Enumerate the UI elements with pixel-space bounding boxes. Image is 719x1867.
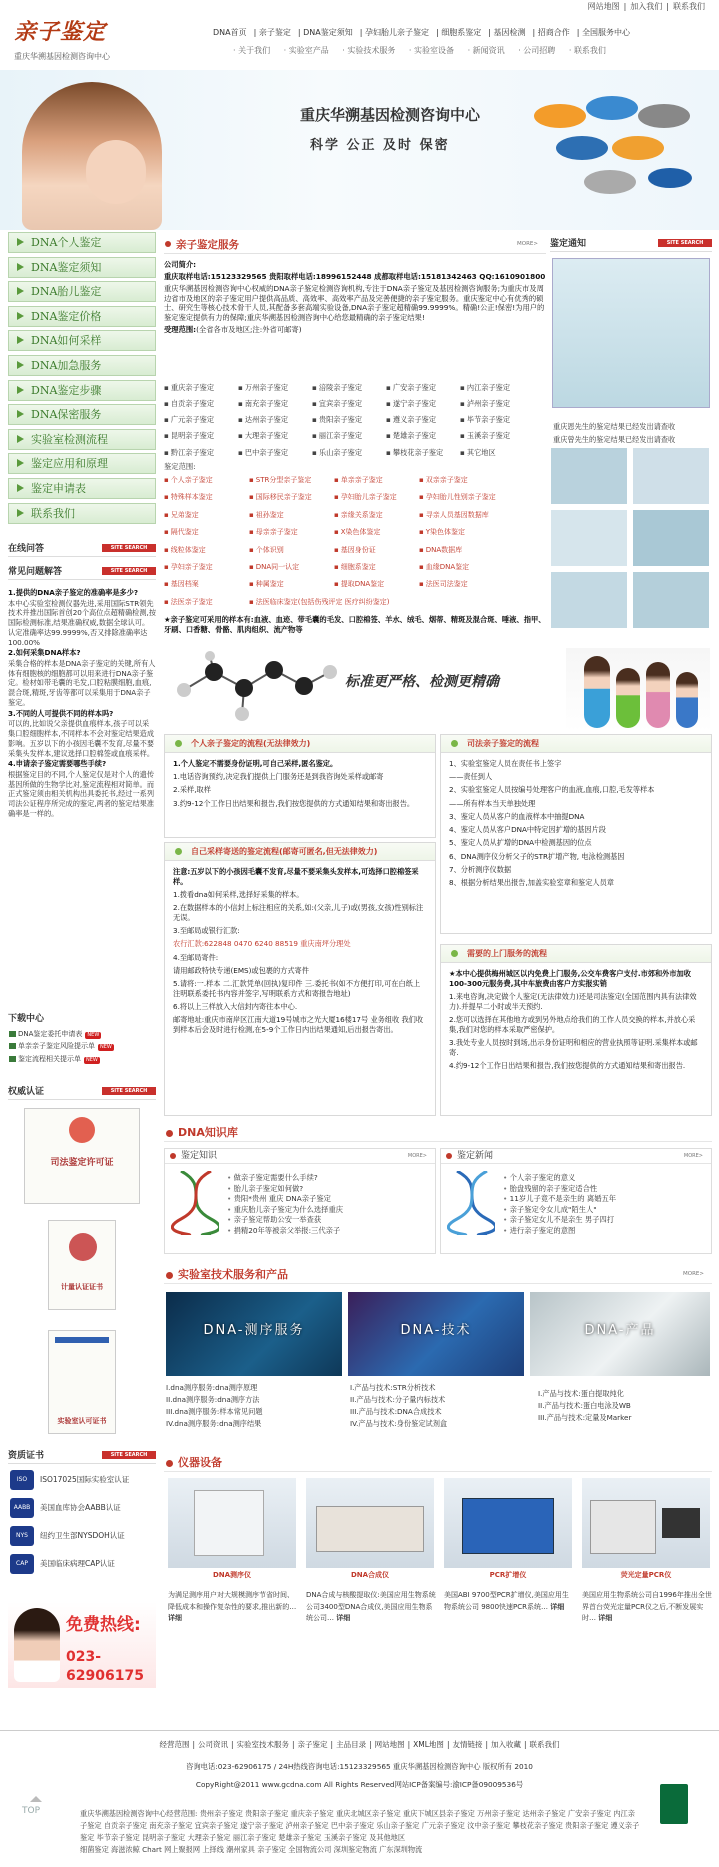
dna-helix-icon xyxy=(171,1171,219,1235)
equipment-desc: 美国应用生物系统公司自1996年推出全世界首台荧光定量PCR仪之后,不断发展实时… 详细 xyxy=(582,1591,712,1622)
tech-list-products xyxy=(538,1388,631,1424)
city-link[interactable]: ▪ 内江亲子鉴定 xyxy=(460,383,534,393)
cert-image-lab[interactable]: 实验室认可证书 xyxy=(48,1330,116,1434)
equipment-caption: PCR扩增仪 xyxy=(489,1571,527,1579)
tech-card-technology[interactable]: DNA-技术 xyxy=(348,1292,524,1376)
scope-link[interactable]: ▪ 法医亲子鉴定 xyxy=(164,598,249,607)
scope-link[interactable]: ▪ Y染色体鉴定 xyxy=(419,528,504,537)
tech-link[interactable]: II.dna测序服务:dna测序方法 xyxy=(166,1395,260,1404)
faq-title: 常见问题解答 xyxy=(8,567,63,577)
cert-title: 权威认证 xyxy=(8,1087,45,1097)
tech-link[interactable]: IV.dna测序服务:dna测序结果 xyxy=(166,1419,262,1428)
footer-nav-link[interactable]: 加入收藏 xyxy=(491,1740,521,1749)
iso-icon: ISO xyxy=(10,1470,34,1490)
faq-answer: 采集合格的样本是DNA亲子鉴定的关键,所有人体有细胞核的细胞都可以用来进行DNA亲子鉴定。检材如带毛囊的毛发,口腔粘膜细胞,血痕,混合斑,精斑,牙齿等都可以采集用于DNA亲子鉴定。 xyxy=(8,659,156,707)
city-link[interactable]: ▪ 黔江亲子鉴定 xyxy=(164,448,238,458)
city-link[interactable]: ▪ 涪陵亲子鉴定 xyxy=(312,383,386,393)
footer-logo-icon xyxy=(660,1784,688,1824)
scope-link[interactable]: ▪ DNA数据库 xyxy=(419,546,504,555)
qual-item[interactable]: AABB 美国血库协会AABB认证 xyxy=(8,1496,156,1520)
nav-item[interactable]: 招商合作 xyxy=(537,28,570,37)
hotline-banner[interactable] xyxy=(8,1602,156,1688)
sub-nav xyxy=(233,46,617,57)
banner-slogan: 科学 公正 及时 保密 xyxy=(310,138,450,153)
nav-item[interactable]: DNA鉴定须知 xyxy=(303,28,353,37)
online-qa-header: 在线问答 SITE SEARCH xyxy=(8,543,156,557)
cert-image-license[interactable]: 司法鉴定许可证 xyxy=(24,1108,140,1204)
sample-types: ★亲子鉴定可采用的样本有:血液、血迹、带毛囊的毛发、口腔棉签、羊水、绒毛、烟蒂、精斑及混合斑、唾液、指甲、牙刷、口香糖、骨骼、肌肉组织、流产物等 xyxy=(164,615,546,634)
tech-card-products[interactable]: DNA-产品 xyxy=(530,1292,710,1376)
article-link[interactable]: • 做亲子鉴定需要什么手续? xyxy=(227,1173,343,1184)
judicial-process-box: 司法亲子鉴定的流程 1、实验室鉴定人员在责任书上签字 ——责任到人 2、实验室鉴定人员按编号处理客户的血液,血痕,口腔,毛发等样本 ——所有样本当天单独处理 3、鉴定人员从客户的血液样本中抽提DNA 4、鉴定人员从客户DNA中特定因扩增的基因片段 5、鉴定人员从扩增的DNA中检测基因的位点 6、DNA测序仪分析父子的STR扩增产物, 电泳检测基因 7、分析测序仪数据 8、根据分析结果出报告,加盖实验室章和鉴定人员章 xyxy=(440,734,712,934)
faq-question[interactable]: 3.不同的人可提供不同的样本吗? xyxy=(8,708,114,718)
nav-item[interactable]: 细胞系鉴定 xyxy=(441,28,482,37)
scope-link[interactable]: ▪ 基因档案 xyxy=(164,580,249,589)
download-item[interactable]: 单亲亲子鉴定风险提示单 NEW xyxy=(8,1042,156,1051)
faq-question[interactable]: 2.如何采集DNA样本? xyxy=(8,648,81,658)
tech-list-sequencing xyxy=(166,1382,262,1430)
footer-nav-link[interactable]: 公司资讯 xyxy=(197,1740,228,1749)
subnav-item[interactable]: · 公司招聘 xyxy=(518,46,556,55)
tech-title: 实验室技术服务和产品 MORE> xyxy=(164,1268,712,1284)
scope-link[interactable]: ▪ 亲缘关系鉴定 xyxy=(334,511,419,520)
arrow-up-icon xyxy=(30,1796,42,1802)
equipment-desc: DNA合成与核酸提取仪:美国应用生物系统公司3400型DNA合成仪,美国应用生物系统公司… 详细 xyxy=(306,1591,436,1622)
logo-title: 亲子鉴定 xyxy=(14,19,107,45)
notice-item[interactable]: 重庆曾先生的鉴定结果已经发出请查收 xyxy=(553,435,676,444)
footer-nav-link[interactable]: 经营范围 xyxy=(159,1740,190,1749)
detail-link[interactable]: 详细 xyxy=(550,1602,565,1611)
scope-link[interactable]: ▪ 法医司法鉴定 xyxy=(419,580,504,589)
intro-text: 重庆华溯基因检测咨询中心权威的DNA亲子鉴定检测咨询机构,专注于DNA亲子鉴定及基因检测咨询服务;为重庆市及周边省市及地区的亲子鉴定用户提供高品质、高效率、高效率产品及完善便捷的亲子鉴定服务。重庆鉴定中心有优秀的硕士、研究生等核心技术骨干人员,其配备多套高端实验设备,DNA亲子鉴定超精确99.9999%。精确!公正!保密!为用户的鉴定鉴定提供有力的保障;重庆华溯基因检测咨询中心给您最精确的亲子鉴定结果! xyxy=(164,283,545,323)
scope-link[interactable]: ▪ 孕妇亲子鉴定 xyxy=(164,563,249,572)
city-link[interactable]: ▪ 毕节亲子鉴定 xyxy=(460,415,534,425)
city-link[interactable]: ▪ 遵义亲子鉴定 xyxy=(386,415,460,425)
city-link[interactable]: ▪ 南充亲子鉴定 xyxy=(238,399,312,409)
footer-nav-link[interactable]: XML地图 xyxy=(413,1740,444,1749)
nav-item[interactable]: 孕妇胎儿亲子鉴定 xyxy=(365,28,429,37)
notice-panel: 鉴定通知 SITE SEARCH xyxy=(550,238,712,252)
faq-answer: 本中心实验室检测仪器先进,采用国际STR领先技术并推出国际首创20个高位点超精确检测,按国际检测标准,结果准确权威,数据全球认可。认定准确率达99.9999%,否又排除准确率达100.00% xyxy=(8,598,156,647)
scope-link[interactable]: ▪ 国际移民亲子鉴定 xyxy=(249,493,334,502)
menu-item[interactable]: DNA鉴定价格 xyxy=(8,306,156,327)
tech-link[interactable]: IV.产品与技术:身份鉴定试剂盒 xyxy=(350,1419,448,1428)
tech-link[interactable]: II.产品与技术:蛋白电泳及WB xyxy=(538,1401,631,1410)
scope-link[interactable]: ▪ X染色体鉴定 xyxy=(334,528,419,537)
main-nav: DNA首页 | 亲子鉴定 | DNA鉴定须知 | 孕妇胎儿亲子鉴定 | 细胞系鉴定 | 基因检测 | 招商合作 | 全国服务中心 xyxy=(213,28,630,37)
qual-title: 资质证书 xyxy=(8,1451,45,1461)
nav-item[interactable]: 全国服务中心 xyxy=(582,28,630,37)
qualification-section: 资质证书 SITE SEARCH ISO ISO17025国际实验室认证 AABB 美国血库协会AABB认证 NYS 纽约卫生部NYSDOH认证 CAP 美国临床病理CAP认证 xyxy=(8,1450,156,1576)
city-link[interactable]: ▪ 乐山亲子鉴定 xyxy=(312,448,386,458)
scope-link[interactable]: ▪ 法医临床鉴定(包括伤残评定 医疗纠纷鉴定) xyxy=(249,598,429,607)
scope-link[interactable]: ▪ 个人亲子鉴定 xyxy=(164,476,249,485)
article-link[interactable]: • 贵阳*贵州 重庆 DNA亲子鉴定 xyxy=(227,1194,343,1205)
tech-link[interactable]: I.产品与技术:STR分析技术 xyxy=(350,1383,436,1392)
seal-icon xyxy=(69,1233,97,1261)
equipment-caption: 荧光定量PCR仪 xyxy=(620,1571,672,1579)
emblem-icon xyxy=(69,1117,95,1143)
authority-cert: 权威认证 SITE SEARCH xyxy=(8,1086,156,1100)
city-link[interactable]: ▪ 丽江亲子鉴定 xyxy=(312,431,386,441)
footer-nav-link[interactable]: 主品目录 xyxy=(336,1740,367,1749)
subnav-item[interactable]: · 实验室产品 xyxy=(283,46,329,55)
aabb-icon: AABB xyxy=(10,1498,34,1518)
city-link[interactable]: ▪ 昆明亲子鉴定 xyxy=(164,431,238,441)
tech-list-technology xyxy=(350,1382,447,1430)
city-link[interactable]: ▪ 广元亲子鉴定 xyxy=(164,415,238,425)
box-title: 个人亲子鉴定的流程(无法律效力) xyxy=(165,735,435,753)
qual-item[interactable]: NYS 纽约卫生部NYSDOH认证 xyxy=(8,1524,156,1548)
scope-link[interactable]: ▪ 种属鉴定 xyxy=(249,580,334,589)
site-logo[interactable] xyxy=(14,18,144,62)
menu-item[interactable]: DNA如何采样 xyxy=(8,330,156,351)
city-link[interactable]: ▪ 遂宁亲子鉴定 xyxy=(386,399,460,409)
city-link[interactable]: ▪ 泸州亲子鉴定 xyxy=(460,399,534,409)
city-link[interactable]: ▪ 自贡亲子鉴定 xyxy=(164,399,238,409)
menu-item[interactable]: 鉴定应用和原理 xyxy=(8,453,156,474)
city-link[interactable]: ▪ 达州亲子鉴定 xyxy=(238,415,312,425)
city-link[interactable]: ▪ 其它地区 xyxy=(460,448,534,458)
city-link[interactable]: ▪ 楚雄亲子鉴定 xyxy=(386,431,460,441)
footer-nav: 经营范围 | 公司资讯 | 实验室技术服务 | 亲子鉴定 | 主品目录 | 网站地图 | XML地图 | 友情链接 | 加入收藏 | 联系我们 xyxy=(159,1740,560,1749)
city-link[interactable]: ▪ 广安亲子鉴定 xyxy=(386,383,460,393)
menu-item[interactable]: DNA鉴定须知 xyxy=(8,257,156,278)
article-link[interactable]: • 亲子鉴定令女儿成"陌生人" xyxy=(503,1205,616,1216)
subnav-item[interactable]: · 联系我们 xyxy=(568,46,606,55)
footer-seo: 重庆华溯基因检测咨询中心经营范围: 贵州亲子鉴定 贵阳亲子鉴定 重庆亲子鉴定 重庆北城区亲子鉴定 重庆下城区县亲子鉴定 万州亲子鉴定 达州亲子鉴定 广安亲子鉴定 内江亲子鉴定 自贡亲子鉴定 南充亲子鉴定 宜宾亲子鉴定 遂宁亲子鉴定 泸州亲子鉴定 巴中亲子鉴定 乐山亲子鉴定 广元亲子鉴定 汶中亲子鉴定 攀枝花亲子鉴定 贵阳亲子鉴定 遵义亲子鉴定 毕节亲子鉴定 昆明亲子鉴定 大理亲子鉴定 丽江亲子鉴定 楚雄亲子鉴定 玉溪亲子鉴定 及其他地区 细菌鉴定 海滋浓鲸 Chart 网上聚报网 上择线 潮州家具 亲子鉴定 全国物流公司 深圳鉴定物流 广东深圳物流 xyxy=(80,1809,640,1854)
footer-copyright: CopyRight@2011 www.gcdna.com All Rights Reserved网站ICP备案编号:渝ICP备09009536号 xyxy=(195,1780,524,1789)
equipment-title: 仪器设备 xyxy=(164,1456,712,1472)
intro-label: 公司简介: xyxy=(164,260,197,269)
scope-link[interactable]: ▪ 隔代鉴定 xyxy=(164,528,249,537)
menu-item[interactable]: DNA保密服务 xyxy=(8,404,156,425)
article-link[interactable]: • 胎儿亲子鉴定如何做? xyxy=(227,1184,343,1195)
contact-phones: 重庆取样电话:15123329565 贵阳取样电话:18996152448 成都取样电话:15181342463 QQ:1610901800 xyxy=(164,271,546,281)
scope-label: 鉴定范围: xyxy=(164,462,196,471)
scope-link[interactable]: ▪ STR分型亲子鉴定 xyxy=(249,476,334,485)
city-link[interactable]: ▪ 攀枝花亲子鉴定 xyxy=(386,448,460,458)
scope-link[interactable]: ▪ 提取DNA鉴定 xyxy=(334,580,419,589)
notice-item[interactable]: 重庆恩先生的鉴定结果已经发出请查收 xyxy=(553,422,676,431)
qual-item[interactable]: CAP 美国临床病理CAP认证 xyxy=(8,1552,156,1576)
scope-link[interactable]: ▪ 基因身份证 xyxy=(334,546,419,555)
nav-item[interactable]: 亲子鉴定 xyxy=(258,28,291,37)
detail-link[interactable]: 详细 xyxy=(336,1614,351,1622)
scope-link[interactable]: ▪ 细胞系鉴定 xyxy=(334,563,419,572)
menu-item[interactable]: DNA鉴定步骤 xyxy=(8,380,156,401)
banner-title: 重庆华溯基因检测咨询中心 xyxy=(300,106,481,124)
scope-link[interactable]: ▪ DNA同一认定 xyxy=(249,563,334,572)
home-service-box: 需要的上门服务的流程 ★本中心提供梅州城区以内免费上门服务,公交车费客户支付.市郊和外市加收100-300元服务费,其中车旅费由客户方实报实销 1.来电咨询,决定做个人鉴定(无法律效力)还是司法鉴定(全国范围内具有法律效力).并提早二小时或半天预约. 2.您可以选择在其他地方或到另外地点给我们的工作人员交换的样本,并放心采集,我们对您的样本采取严密保护。 3.我处专业人员按时到场,出示身份证明和相应的营业执照等证明.采集样本或邮寄. 4.约9-12个工作日出结果和报告,我们按您提供的方式通知结果和寄出报告. xyxy=(440,944,712,1116)
equipment-caption: DNA测序仪 xyxy=(212,1571,252,1579)
city-link[interactable]: ▪ 重庆亲子鉴定 xyxy=(164,383,238,393)
slogan-strip: 标准更严格、检测更精确 xyxy=(345,674,499,690)
scope-link[interactable]: ▪ 母亲亲子鉴定 xyxy=(249,528,334,537)
hotline-phone: 023-62906175 xyxy=(66,1649,144,1684)
footer-divider xyxy=(0,1730,719,1731)
article-link[interactable]: • 11岁儿子竟不是亲生的 离婚五年 xyxy=(503,1194,616,1205)
nys-icon: NYS xyxy=(10,1526,34,1546)
menu-item[interactable]: DNA个人鉴定 xyxy=(8,232,156,253)
scope-link[interactable]: ▪ 祖孙鉴定 xyxy=(249,511,334,520)
equipment-photo-pcr[interactable] xyxy=(444,1478,572,1568)
news-list xyxy=(503,1173,616,1236)
box-title: 自己采样寄送的鉴定流程(邮寄可匿名,但无法律效力) xyxy=(165,843,435,861)
service-header xyxy=(164,238,546,254)
city-grid xyxy=(164,383,546,464)
knowledge-list xyxy=(227,1173,343,1236)
top-utility-links: 网站地图 | 加入我们 | 联系我们 xyxy=(587,2,705,11)
city-link[interactable]: ▪ 玉溪亲子鉴定 xyxy=(460,431,534,441)
article-link[interactable]: • 亲子鉴定女儿不是亲生 男子四打 xyxy=(503,1215,616,1226)
article-link[interactable]: • 重庆胎儿亲子鉴定为什么选择重庆 xyxy=(227,1205,343,1216)
download-title: 下载中心 xyxy=(8,1014,45,1024)
back-to-top[interactable]: TOP xyxy=(22,1796,42,1817)
download-item[interactable]: 鉴定流程相关提示单 NEW xyxy=(8,1055,156,1064)
more-link[interactable]: MORE> xyxy=(517,241,538,247)
box-title: 司法亲子鉴定的流程 xyxy=(441,735,711,753)
cap-icon: CAP xyxy=(10,1554,34,1574)
scope-link[interactable]: ▪ 兄弟鉴定 xyxy=(164,511,249,520)
search-tag[interactable]: SITE SEARCH xyxy=(102,544,156,552)
footer-nav-link[interactable]: 实验室技术服务 xyxy=(236,1740,290,1749)
subnav-item[interactable]: · 实验技术服务 xyxy=(342,46,396,55)
dna-library-title: DNA知识库 xyxy=(164,1126,712,1142)
scope-link[interactable]: ▪ 孕妇胎儿性别亲子鉴定 xyxy=(419,493,504,502)
article-link[interactable]: • 个人亲子鉴定的意义 xyxy=(503,1173,616,1184)
tech-link[interactable]: I.dna测序服务:dna测序原理 xyxy=(166,1383,258,1392)
scope-link[interactable]: ▪ 双亲亲子鉴定 xyxy=(419,476,504,485)
faq-answer: 根据鉴定目的不同,个人鉴定仅是对个人的遗传基因所做的生物学比对,鉴定流程相对简单。而正式鉴定须由相关机构出具委托书,经过一系列司法公证程序所完成的鉴定,两者的鉴定结果准确率是一样的。 xyxy=(8,769,155,818)
equipment-desc: 美国ABI 9700型PCR扩增仪,美国应用生物系统公司 9800快速PCR系统… 详细 xyxy=(444,1591,569,1611)
scope-link[interactable]: ▪ 个体识别 xyxy=(249,546,334,555)
menu-item[interactable]: 鉴定申请表 xyxy=(8,478,156,499)
faq-question[interactable]: 4.申请亲子鉴定需要哪些手续? xyxy=(8,759,107,769)
footer-links[interactable]: 细菌鉴定 海滋浓鲸 Chart 网上聚报网 上择线 潮州家具 亲子鉴定 全国物流公司 深圳鉴定物流 广东深圳物流 xyxy=(80,1845,423,1854)
link-sitemap[interactable]: 网站地图 xyxy=(587,2,620,11)
scope-link[interactable]: ▪ 线粒体鉴定 xyxy=(164,546,249,555)
cert-image-metrology[interactable]: 计量认证证书 xyxy=(48,1220,116,1310)
scope-link[interactable]: ▪ 血缘DNA鉴定 xyxy=(419,563,504,572)
company-intro: 公司简介: 重庆取样电话:15123329565 贵阳取样电话:18996152448 成都取样电话:15181342463 QQ:1610901800 重庆华溯基因检测咨询中心权威的DNA亲子鉴定检测咨询机构,专注于DNA亲子鉴定及基因检测咨询服务;为重庆市及周边省市及地区的亲子鉴定用户提供高品质、高效率、高效率产品及完善便捷的亲子鉴定服务。重庆鉴定中心有优秀的硕士、研究生等核心技术骨干人员,其配备多套高端实验设备,DNA亲子鉴定超精确99.9999%。精确!公正!保密!为用户的鉴定鉴定提供有力的保障;重庆华溯基因检测咨询中心给您最精确的亲子鉴定结果! 受理范围:(全省各市及地区;注:外省可邮寄) xyxy=(164,260,546,335)
menu-item[interactable]: DNA加急服务 xyxy=(8,355,156,376)
article-link[interactable]: • 亲子鉴定帮助公安一举查获 xyxy=(227,1215,343,1226)
family-photo xyxy=(566,648,710,732)
tech-card-sequencing[interactable]: DNA-测序服务 xyxy=(166,1292,342,1376)
dna-helix-icon xyxy=(447,1171,495,1235)
equipment-photo-sequencer[interactable] xyxy=(168,1478,296,1568)
equipment-desc: 为满足测序用户对大规模测序节省时间、降低成本和操作复杂性的要求,推出新的… 详细 xyxy=(168,1591,297,1622)
footer-nav-link[interactable]: 亲子鉴定 xyxy=(297,1740,328,1749)
link-join[interactable]: 加入我们 xyxy=(630,2,663,11)
city-link[interactable]: ▪ 贵阳亲子鉴定 xyxy=(312,415,386,425)
lab-chairs-illustration xyxy=(520,86,710,206)
footer-nav-link[interactable]: 联系我们 xyxy=(529,1740,560,1749)
city-link[interactable]: ▪ 巴中亲子鉴定 xyxy=(238,448,312,458)
hotline-label: 免费热线: xyxy=(66,1615,141,1635)
tech-link[interactable]: I.产品与技术:蛋白提取纯化 xyxy=(538,1389,624,1398)
box-title: 需要的上门服务的流程 xyxy=(441,945,711,963)
menu-item[interactable]: DNA胎儿鉴定 xyxy=(8,281,156,302)
tech-link[interactable]: II.产品与技术:分子量内标技术 xyxy=(350,1395,446,1404)
scope-link[interactable]: ▪ 特殊样本鉴定 xyxy=(164,493,249,502)
footer-nav-link[interactable]: 网站地图 xyxy=(374,1740,405,1749)
equipment-photo-qpcr[interactable] xyxy=(582,1478,710,1568)
subnav-item[interactable]: · 关于我们 xyxy=(233,46,271,55)
scope-link[interactable]: ▪ 单亲亲子鉴定 xyxy=(334,476,419,485)
lab-photo-grid xyxy=(551,448,711,638)
nav-item[interactable]: DNA首页 xyxy=(213,28,247,37)
detail-link[interactable]: 详细 xyxy=(168,1614,182,1622)
scope-grid xyxy=(164,476,546,615)
knowledge-box: 鉴定知识 MORE> • 做亲子鉴定需要什么手续? • 胎儿亲子鉴定如何做? • 贵阳*贵州 重庆 DNA亲子鉴定 • 重庆胎儿亲子鉴定为什么选择重庆 • 亲子鉴定帮助公安一举查获 • 捐精20年等被亲父举报:三代亲子 xyxy=(164,1148,436,1254)
personal-process-box: 个人亲子鉴定的流程(无法律效力) 1.个人鉴定不需要身份证明,可自己采样,匿名鉴定。 1.电话咨询预约,决定我们提供上门服务还是到我咨询处采样或邮寄 2.采样,取样 3.约9-12个工作日出结果和报告,我们按您提供的方式通知结果和寄出报告。 xyxy=(164,734,436,838)
scope-link[interactable]: ▪ 孕妇胎儿亲子鉴定 xyxy=(334,493,419,502)
equipment-caption: DNA合成仪 xyxy=(350,1571,390,1579)
baby-photo xyxy=(86,140,146,204)
footer-contact: 咨询电话:023-62906175 / 24H热线咨询电话:15123329565 重庆华溯基因检测咨询中心 版权所有 2010 xyxy=(186,1762,533,1771)
menu-item[interactable]: 实验室检测流程 xyxy=(8,429,156,450)
equipment-photo-synthesizer[interactable] xyxy=(306,1478,434,1568)
operator-photo xyxy=(14,1608,60,1682)
tech-link[interactable]: III.产品与技术:定量及Marker xyxy=(538,1413,632,1422)
city-link[interactable]: ▪ 万州亲子鉴定 xyxy=(238,383,312,393)
lab-photo xyxy=(552,258,710,408)
qual-item[interactable]: ISO ISO17025国际实验室认证 xyxy=(8,1468,156,1492)
subnav-item[interactable]: · 新闻资讯 xyxy=(467,46,505,55)
mail-process-box: 自己采样寄送的鉴定流程(邮寄可匿名,但无法律效力) 注意:五岁以下的小孩因毛囊不发育,尽量不要采集头发样本,可选择口腔棉签采样。 1.拨看dna如何采样,选择好采集的样本。 2.在数据样本的小信封上标注相应的关系,如:(父亲,儿子)或(男孩,女孩)性别标注无误。 3.至邮局或银行汇款: 农行汇款:622848 0470 6240 88519 重庆南坪分理处 4.至邮局寄件: 请用邮政特快专递(EMS)或包裹的方式寄件 5.请将:一.样本 二.汇款凭单(回执)复印件 三.委托书(如不方便打印,可在白纸上注明联系委托书内容并签字,写明联系方式和寄报告地址) 6.将以上三样放入大信封内寄往本中心. 邮寄地址:重庆市南岸区江南大道19号城市之光大厦16楼17号 业务组收 我们收到样本后会及时进行检测,在5-9个工作日内出结果通知,后出报告寄出。 xyxy=(164,842,436,1116)
download-center xyxy=(8,1013,156,1064)
link-contact[interactable]: 联系我们 xyxy=(673,2,705,11)
faq-question[interactable]: 1.提供的DNA亲子鉴定的准确率是多少? xyxy=(8,588,139,597)
news-box: 鉴定新闻 MORE> • 个人亲子鉴定的意义 • 胎盘残留的亲子鉴定适合性 • 11岁儿子竟不是亲生的 离婚五年 • 亲子鉴定令女儿成"陌生人" • 亲子鉴定女儿不是亲生 男子四打 • 进行亲子鉴定的意图 xyxy=(440,1148,712,1254)
article-link[interactable]: • 进行亲子鉴定的意图 xyxy=(503,1226,616,1237)
logo-subtitle: 重庆华溯基因检测咨询中心 xyxy=(14,51,110,61)
scope-link[interactable]: ▪ 寻亲人员基因数据库 xyxy=(419,511,504,520)
notice-title: 鉴定通知 xyxy=(550,239,587,249)
notice-list xyxy=(553,420,711,446)
faq-section: 常见问题解答 SITE SEARCH 1.提供的DNA亲子鉴定的准确率是多少? 本中心实验室检测仪器先进,采用国际STR领先技术并推出国际首创20个高位点超精确检测,按国际检测标准,结果准确权威,数据全球认可。认定准确率达99.9999%,否又排除准确率达100.00% 2.如何采集DNA样本? 采集合格的样本是DNA亲子鉴定的关键,所有人体有细胞核的细胞都可以用来进行DNA亲子鉴定。检材如带毛囊的毛发,口腔粘膜细胞,血痕,混合斑,精斑,牙齿等都可以采集用于DNA亲子鉴定。 3.不同的人可提供不同的样本吗? 可以的,比如说父亲提供血痕样本,孩子可以采集口腔细胞样本,不同样本不会对鉴定结果造成影响。五岁以下的小孩因毛囊不发育,尽量不要采集头发样本,建议选择口腔棉签或血痕采样。 4.申请亲子鉴定需要哪些手续? 根据鉴定目的不同,个人鉴定仅是对个人的遗传基因所做的生物学比对,鉴定流程相对简单。而正式鉴定须由相关机构出具委托书,经过一系列司法公证程序所完成的鉴定,两者的鉴定结果准确率是一样的。 xyxy=(8,567,156,818)
tech-link[interactable]: III.产品与技术:DNA合成技术 xyxy=(350,1407,442,1416)
article-link[interactable]: • 胎盘残留的亲子鉴定适合性 xyxy=(503,1184,616,1195)
download-item[interactable]: DNA鉴定委托申请表 NEW xyxy=(8,1030,156,1039)
menu-item[interactable]: 联系我们 xyxy=(8,503,156,524)
footer-nav-link[interactable]: 友情链接 xyxy=(452,1740,483,1749)
service-title: 亲子鉴定服务 xyxy=(176,239,239,251)
city-link[interactable]: ▪ 宜宾亲子鉴定 xyxy=(312,399,386,409)
city-link[interactable]: ▪ 大理亲子鉴定 xyxy=(238,431,312,441)
article-link[interactable]: • 捐精20年等被亲父举报:三代亲子 xyxy=(227,1226,343,1237)
detail-link[interactable]: 详细 xyxy=(598,1614,613,1622)
left-menu xyxy=(8,232,156,527)
tech-link[interactable]: III.dna测序服务:样本常见问题 xyxy=(166,1407,263,1416)
nav-item[interactable]: 基因检测 xyxy=(493,28,526,37)
faq-answer: 可以的,比如说父亲提供血痕样本,孩子可以采集口腔细胞样本,不同样本不会对鉴定结果造成影响。五岁以下的小孩因毛囊不发育,尽量不要采集头发样本,建议选择口腔棉签或血痕采样。 xyxy=(8,719,155,758)
subnav-item[interactable]: · 实验室设备 xyxy=(408,46,455,55)
